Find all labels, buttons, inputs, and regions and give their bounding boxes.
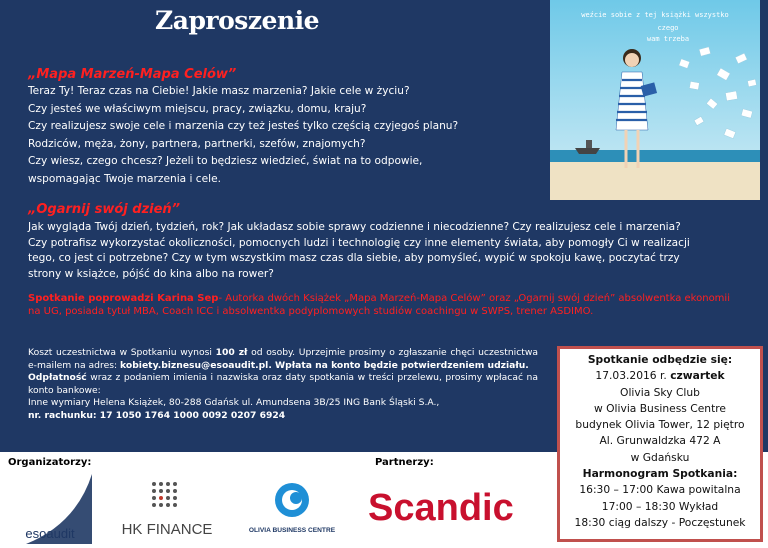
payment-paragraph bbox=[28, 372, 538, 397]
page-title: Zaproszenie bbox=[155, 6, 320, 35]
section-line: tego, co jest ci potrzebne? Czy w tym wszystkim masz czas dla siebie, aby pomyśleć, wypić w spokoju kawę, poczytać trzy bbox=[28, 252, 680, 264]
section-mapa-marzen bbox=[28, 66, 548, 188]
event-date-value: 17.03.2016 r. bbox=[595, 369, 671, 383]
illustration-caption: czego bbox=[657, 24, 679, 32]
contact-email: kobiety.biznesu@esoaudit.pl. Wpłata na konto będzie potwierdzeniem udziału. bbox=[120, 359, 529, 371]
account-number: nr. rachunku: 17 1050 1764 1000 0092 0207 6924 bbox=[28, 409, 286, 421]
payment-label: Odpłatność bbox=[28, 372, 87, 384]
section-line: wspomagając Twoje marzenia i cele. bbox=[28, 172, 221, 185]
beach bbox=[550, 162, 760, 200]
section-heading: „Ogarnij swój dzień” bbox=[28, 202, 181, 217]
section-line: Czy wiesz, czego chcesz? Jeżeli to będziesz wiedzieć, świat na to odpowie, bbox=[28, 155, 423, 167]
fee-price: 100 zł bbox=[215, 347, 248, 358]
olivia-logo bbox=[232, 476, 352, 544]
event-street: Al. Grunwaldzka 472 A bbox=[599, 434, 721, 448]
section-line: Czy jesteś we właściwym miejscu, pracy, związku, domu, kraju? bbox=[28, 102, 367, 115]
fee-paragraph bbox=[28, 347, 538, 372]
schedule-item: 16:30 – 17:00 Kawa powitalna bbox=[579, 483, 741, 497]
section-heading: „Mapa Marzeń-Mapa Celów” bbox=[28, 67, 237, 82]
fee-text: od osoby. Uprzejmie prosimy o zgłaszanie chęci uczestnictwa e-mailem na adres: bbox=[28, 347, 538, 371]
section-ogarnij-dzien bbox=[28, 201, 748, 282]
payment-text: wraz z podaniem imienia i nazwiska oraz daty spotkania w treści przelewu, prosimy wpłacać na konto bankowe: bbox=[28, 372, 538, 396]
logo-text: esoaudit bbox=[25, 526, 75, 541]
event-heading: Spotkanie odbędzie się: bbox=[587, 353, 733, 366]
section-line: Teraz Ty! Teraz czas na Ciebie! Jakie masz marzenia? Jakie cele w życiu? bbox=[28, 85, 410, 97]
event-venue-centre: w Olivia Business Centre bbox=[594, 401, 726, 415]
fees-info bbox=[28, 347, 538, 423]
speaker-bio bbox=[28, 293, 740, 318]
partners-label: Partnerzy: bbox=[375, 457, 434, 468]
esoaudit-logo bbox=[6, 474, 92, 544]
event-weekday: czwartek bbox=[670, 369, 725, 383]
sponsors-footer bbox=[0, 452, 555, 548]
section-line: strony w książce, pójść do kina albo na rower? bbox=[28, 267, 274, 280]
logo-text: Scandic bbox=[368, 487, 514, 529]
section-line: Czy realizujesz swoje cele i marzenia czy też jesteś tylko częścią czyjegoś planu? bbox=[28, 120, 459, 132]
event-city: w Gdańsku bbox=[630, 450, 690, 464]
section-line: Rodziców, męża, żony, partnera, partnerki, szefów, znajomych? bbox=[28, 137, 366, 150]
event-venue: Olivia Sky Club bbox=[620, 385, 700, 399]
speaker-description: - Autorka dwóch Książek „Mapa Marzeń-Mapa Celów” oraz „Ogarnij swój dzień” absolwentka ekonomii na UG, posiada tytuł MBA, Coach ICC i absolwentka podyplomowych studiów coachingu w SWPS, trener ASDIMO. bbox=[28, 293, 730, 317]
event-date bbox=[560, 368, 760, 384]
illustration-graphic bbox=[550, 0, 760, 200]
illustration-caption: weźcie sobie z tej książki wszystko bbox=[581, 11, 729, 19]
schedule-heading: Harmonogram Spotkania: bbox=[582, 467, 738, 481]
speaker-name: Spotkanie poprowadzi Karina Sep bbox=[28, 293, 219, 304]
logo-text: OLIVIA BUSINESS CENTRE bbox=[248, 527, 336, 534]
schedule-item: 17:00 – 18:30 Wykład bbox=[601, 499, 719, 513]
section-line: Jak wygląda Twój dzień, tydzień, rok? Jak układasz sobie sprawy codzienne i niecodzienne? Czy realizujesz cele i marzenia? bbox=[28, 221, 681, 233]
illustration-caption: wam trzeba bbox=[646, 35, 690, 43]
hk-finance-logo bbox=[112, 476, 222, 544]
event-details-box bbox=[557, 346, 763, 542]
boat bbox=[575, 148, 600, 154]
event-building: budynek Olivia Tower, 12 piętro bbox=[575, 418, 745, 432]
organizers-label: Organizatorzy: bbox=[8, 457, 92, 468]
fee-text: Koszt uczestnictwa w Spotkaniu wynosi bbox=[28, 347, 216, 358]
scandic-logo bbox=[368, 482, 528, 532]
bank-address: Inne wymiary Helena Książek, 80-288 Gdańsk ul. Amundsena 3B/25 ING Bank Śląski S.A., bbox=[28, 397, 440, 409]
schedule-item: 18:30 ciąg dalszy - Poczęstunek bbox=[574, 515, 746, 529]
section-line: Czy potrafisz wykorzystać okoliczności, pomocnych ludzi i technologię czy inne elementy świata, aby pomogły Ci w realizacji bbox=[28, 236, 690, 249]
bank-account bbox=[28, 410, 538, 423]
book-illustration bbox=[550, 0, 760, 200]
logo-text: HK FINANCE bbox=[121, 521, 213, 538]
